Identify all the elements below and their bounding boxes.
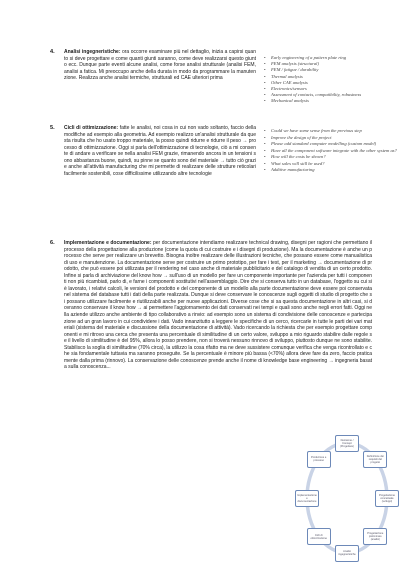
- list-item: • Other CAE analysis: [264, 80, 361, 86]
- list-item: • Have all the component software integrate with the other system as?: [264, 148, 397, 155]
- list-item: • What sales will still be used?: [264, 161, 397, 168]
- optimization-list: [264, 128, 397, 174]
- list-item: • FEM analysis (structural): [264, 61, 361, 67]
- list-item: • Additive manufacturing: [264, 167, 397, 174]
- list-item: • Please add standard computer modelling (custom model): [264, 141, 397, 148]
- design-process-cycle-diagram: [290, 421, 408, 571]
- section-lead: Analisi ingegneristiche:: [64, 49, 121, 55]
- cycle-node-label: Implementazione e documentazione: [297, 493, 317, 503]
- list-item: • Mechanical analysis: [264, 98, 361, 104]
- cycle-node: [363, 451, 387, 468]
- cycle-node-label: Progettazione preliminare (analisi): [367, 532, 384, 542]
- cycle-node: [363, 528, 387, 545]
- cycle-node-label: Decisione / Concept (Progettare): [340, 438, 354, 448]
- cycle-node-label: Definizione dei requisiti del progetto: [366, 454, 384, 464]
- section-body: [64, 49, 256, 82]
- list-item: • Electronics/sensors: [264, 86, 361, 92]
- list-item: • Thermal analysis: [264, 74, 361, 80]
- section-lead: Cicli di ottimizzazione:: [64, 125, 119, 131]
- section-text: ora occorre esaminare più nel dettaglio, inizia a capirsi quanto si deve progettare e come quanti giunti saranno, come deve realizzarsi questo giunto ecc. Dunque parte eventi alcune analisi, come forse analisi strutturale (analisi FEM, analisi a fatica. Mi preoccupo anche della durata in modo da programmare la manutenzione. Realizza anche analisi termiche, strutturali ed CAE ulteriori prima: [64, 49, 256, 82]
- list-item: • Assessment of contacts, compatibility, robustness: [264, 92, 361, 98]
- cycle-node-label: Analisi ingegneristiche: [338, 550, 356, 556]
- cycle-node: [307, 451, 331, 468]
- section-number: 6.: [50, 240, 55, 246]
- cycle-node-label: Progettazione concettuale (sviluppi): [378, 493, 395, 503]
- section-lead: Implementazione e documentazione:: [64, 240, 152, 246]
- engineering-analysis-list: [264, 55, 361, 105]
- section-body: [64, 240, 372, 371]
- section-text: fatte le analisi, noi cosa in cui non vado soltanto, faccio della modifiche ad esempio alla geometria. Ad esempio realizzo un'analisi strutturale da questa risulta che ho usato troppo materiale, la posso quindi ridurre e ridurre il peso → processo di ottimizzazione. Oggi si parla dell'ottimizzazione di tecnologie, ciò a mi consente di andare a verificare se nella analisi FEM grazie, rimanendo ancora in un tensioni sono abbastanza buone, quindi, su pinne se quanto sono del materiale → tutto ciò grazie anche all'attività manufacturing che mi permette di realizzare delle strutture reticolari facilmente sostenibili, cose difficilissime utilizzando altre tecnologie: [64, 125, 256, 177]
- list-item: • Improve the design of the project: [264, 135, 397, 142]
- section-body: [64, 125, 256, 177]
- section-text: per documentazione intendiamo realizzare technical drawing, disegni per ragioni che permettano il processo della progettazione alla produzione (come la quota di cui costruire e i disegni di produzione). Ma la documentazione è anche un processo che serve per realizzare un brevetto. Bisogna inoltre realizzare delle illustrazioni tecniche, che possano essere come manualistica di uso e manutenzione. La documentazione serve per costruire un primo prototipo, per fare i test, per il marketing → documentazione di prodotto, che può essere poi utilizzata per il rendering nel caso anche di materiale pubblicitario e del catalogo di vendita di un certo prodotto. Infine si parla di archiviazione del know how → sull'uso di un modello per fare un componente importante per l'azienda per tutti i componenti non più ricambiati, parlo di, e farne i componenti sostitutivi nell'assemblaggio. Dire che si conserva tutto in un database, l'oggetto su cui si è lavorato, i relativi calcoli, le versioni del prodotto e del componente di un modello alla parte documentazione deve essere poi conservata nel sistema del database tutti i dati della parte realizzata. Dunque si deve conservare le conoscenze sugli oggetti di studio di progetto che si possano utilizzare facilmente e riutilizzabili anche per nuove applicazioni. Diverse cose che si sa questa documentazione in altri casi, si dovranno conservare il know how → ai permettere l'aggiornamento dei dati conservati nei tempi e quali sono anche negli errori fatti. Oggi nella aziende utilizzo anche ambiente di tipo collaborativo a rinvio: ad esempio sono un sistema di condivisione delle conoscenze e partecipazione ad un gran lavoro in cui condividere i dati. Vado innanzitutto a leggere le specifiche di un cerco, ricercarle in tutte le parti dei vari materiali (sistema del materiale e discussione della documentazione di attività). Vado ricercando la richiesta che per esempio progettare componenti e mi ritrovo una cerca che presenta una percentuale di similitudine di un certo valore, sviluppo a mio riguardo stabilire dalle regole se il livello di similitudine è del 95%, allora lo posso prendere, non si troverà nessuno rinnovo di sviluppo, piuttosto dunque ne sono stabilite. Stabilisco la soglia di similitudine (70% circa), la utilizzo la cosa rifatto ma ne deve sussistere comunque verifica che venga ricontrollato e che sia fondamentale tuttavia ma saranno proseguite. Se la percentuale è minore più bassa (<70%) allora deve fare da zero, faccio praticamente dalla prima (rinnovo). La conservazione delle conoscenze prende anche il nome di knowledge base engineering → ingegneria basata sulla conoscenza...: [64, 240, 372, 371]
- cycle-node: [335, 545, 359, 562]
- cycle-node: [375, 490, 399, 507]
- cycle-node-label: Produzione e processo: [311, 456, 327, 463]
- cycle-node-label: Cicli di ottimizzazione: [310, 533, 327, 540]
- cycle-node: [307, 528, 331, 545]
- list-item: • FEM / fatigue / durability: [264, 67, 361, 73]
- list-item: • Early engineering of a pattern plate ring: [264, 55, 361, 61]
- list-item: • How will the costs be shown?: [264, 154, 397, 161]
- section-number: 5.: [50, 125, 55, 131]
- cycle-node: [295, 490, 319, 507]
- section-number: 4.: [50, 49, 55, 55]
- list-item: • Could we have some sense from the previous step: [264, 128, 397, 135]
- cycle-node: [335, 435, 359, 452]
